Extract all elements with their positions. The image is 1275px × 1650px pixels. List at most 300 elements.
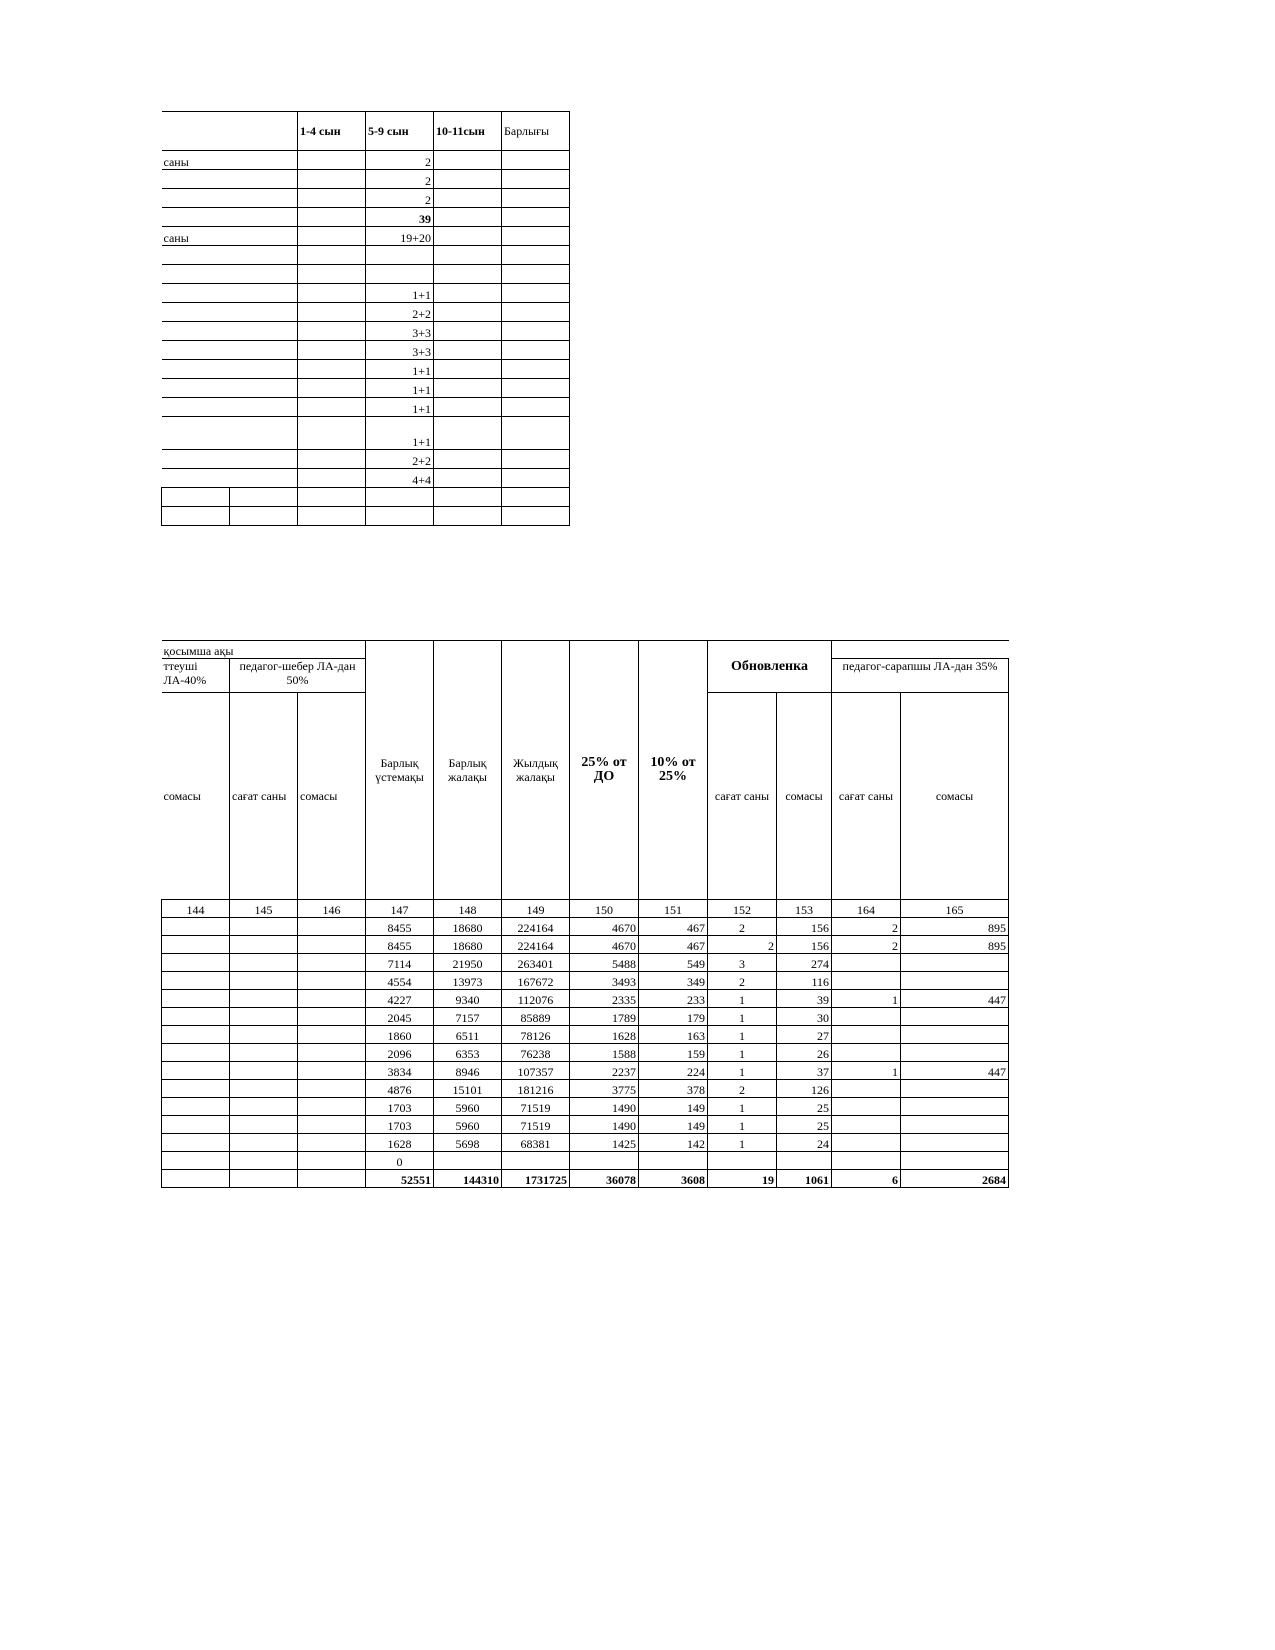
table-row bbox=[162, 1098, 1009, 1116]
pct10-cell: 159 bbox=[639, 1044, 708, 1062]
cell-total bbox=[502, 284, 570, 303]
renewal-sum-cell: 30 bbox=[777, 1008, 832, 1026]
empty-cell bbox=[162, 1026, 230, 1044]
row-label bbox=[162, 341, 298, 360]
expert-sum-cell: 895 bbox=[901, 918, 1009, 936]
total-bonus-cell: 2096 bbox=[366, 1044, 434, 1062]
empty-cell bbox=[230, 1062, 298, 1080]
annual-salary-cell: 167672 bbox=[502, 972, 570, 990]
total-bonus-cell: 1703 bbox=[366, 1116, 434, 1134]
table-row bbox=[162, 1134, 1009, 1152]
expert-sum-cell bbox=[901, 1080, 1009, 1098]
cell-grades-10-11 bbox=[434, 379, 502, 398]
empty-cell bbox=[162, 954, 230, 972]
pct25-cell: 3493 bbox=[570, 972, 639, 990]
total-salary-cell: 6511 bbox=[434, 1026, 502, 1044]
cell-grades-5-9 bbox=[366, 265, 434, 284]
pct10-cell bbox=[639, 1152, 708, 1170]
cell-grades-1-4 bbox=[298, 151, 366, 170]
expert-hours-cell bbox=[832, 1026, 901, 1044]
empty-cell bbox=[298, 972, 366, 990]
empty-cell bbox=[434, 507, 502, 526]
annual-salary-cell: 224164 bbox=[502, 936, 570, 954]
cell-grades-5-9: 2+2 bbox=[366, 450, 434, 469]
total-salary-cell: 13973 bbox=[434, 972, 502, 990]
pct25-cell: 1789 bbox=[570, 1008, 639, 1026]
cell-grades-10-11 bbox=[434, 398, 502, 417]
annual-salary-cell: 71519 bbox=[502, 1116, 570, 1134]
renewal-hours-cell: 1 bbox=[708, 1008, 777, 1026]
empty-cell bbox=[230, 1098, 298, 1116]
renewal-sum-cell: 274 bbox=[777, 954, 832, 972]
expert-hours-cell: 1 bbox=[832, 990, 901, 1008]
table-row bbox=[162, 972, 1009, 990]
renewal-hours-cell: 2 bbox=[708, 972, 777, 990]
pct25-cell: 4670 bbox=[570, 936, 639, 954]
empty-cell bbox=[230, 1116, 298, 1134]
empty-cell bbox=[298, 1098, 366, 1116]
renewal-sum-cell: 156 bbox=[777, 918, 832, 936]
empty-cell bbox=[298, 1152, 366, 1170]
cell-grades-10-11 bbox=[434, 360, 502, 379]
empty-cell bbox=[298, 918, 366, 936]
cell-grades-1-4 bbox=[298, 469, 366, 488]
expert-hours-cell: 1 bbox=[832, 1062, 901, 1080]
annual-salary-cell: 76238 bbox=[502, 1044, 570, 1062]
pct25-cell: 1425 bbox=[570, 1134, 639, 1152]
empty-cell bbox=[502, 488, 570, 507]
renewal-sum-cell: 26 bbox=[777, 1044, 832, 1062]
annual-salary-total: 1731725 bbox=[502, 1170, 570, 1188]
cell-total bbox=[502, 151, 570, 170]
total-bonus-cell: 0 bbox=[366, 1152, 434, 1170]
expert-sum-cell bbox=[901, 972, 1009, 990]
cell-grades-10-11 bbox=[434, 246, 502, 265]
empty-cell bbox=[298, 1044, 366, 1062]
pct25-cell: 1490 bbox=[570, 1116, 639, 1134]
renewal-sum-cell: 25 bbox=[777, 1116, 832, 1134]
cell-grades-5-9: 2 bbox=[366, 151, 434, 170]
renewal-hours-cell: 2 bbox=[708, 918, 777, 936]
empty-cell bbox=[162, 1080, 230, 1098]
row-label bbox=[162, 208, 298, 227]
table-row bbox=[162, 469, 570, 488]
row-label bbox=[162, 189, 298, 208]
annual-salary-cell: 263401 bbox=[502, 954, 570, 972]
empty-cell bbox=[298, 1008, 366, 1026]
cell-grades-10-11 bbox=[434, 151, 502, 170]
row-label bbox=[162, 170, 298, 189]
header-row-1 bbox=[162, 641, 1009, 659]
empty-cell bbox=[230, 1026, 298, 1044]
total-salary-cell: 5960 bbox=[434, 1098, 502, 1116]
cell-grades-5-9: 1+1 bbox=[366, 398, 434, 417]
renewal-sum-cell: 39 bbox=[777, 990, 832, 1008]
total-salary-cell: 8946 bbox=[434, 1062, 502, 1080]
column-number: 150 bbox=[570, 900, 639, 918]
pct10-cell: 142 bbox=[639, 1134, 708, 1152]
expert-hours-cell bbox=[832, 1116, 901, 1134]
column-number: 147 bbox=[366, 900, 434, 918]
cell-grades-5-9: 1+1 bbox=[366, 360, 434, 379]
master-sum-header: сомасы bbox=[298, 693, 366, 900]
researcher-header: ттеуші ЛА-40% bbox=[162, 659, 230, 693]
cell-grades-10-11 bbox=[434, 303, 502, 322]
column-number: 148 bbox=[434, 900, 502, 918]
renewal-sum-cell: 27 bbox=[777, 1026, 832, 1044]
pct25-cell: 1490 bbox=[570, 1098, 639, 1116]
empty-cell bbox=[230, 954, 298, 972]
table-row bbox=[162, 1026, 1009, 1044]
table-row bbox=[162, 417, 570, 450]
cell-total bbox=[502, 189, 570, 208]
renewal-sum-cell: 126 bbox=[777, 1080, 832, 1098]
pct25-cell bbox=[570, 1152, 639, 1170]
cell-total bbox=[502, 246, 570, 265]
pct10-cell: 467 bbox=[639, 936, 708, 954]
table-row bbox=[162, 151, 570, 170]
header-row bbox=[162, 112, 570, 151]
total-salary-cell: 5960 bbox=[434, 1116, 502, 1134]
empty-cell bbox=[366, 488, 434, 507]
total-salary-cell: 18680 bbox=[434, 936, 502, 954]
column-number: 146 bbox=[298, 900, 366, 918]
cell-grades-1-4 bbox=[298, 322, 366, 341]
expert-sum-cell: 447 bbox=[901, 990, 1009, 1008]
renewal-hours-cell: 1 bbox=[708, 1062, 777, 1080]
row-label bbox=[162, 265, 298, 284]
expert-sum-cell bbox=[901, 1008, 1009, 1026]
expert-sum-total: 2684 bbox=[901, 1170, 1009, 1188]
empty-cell bbox=[162, 1044, 230, 1062]
pct25-cell: 5488 bbox=[570, 954, 639, 972]
cell-grades-5-9 bbox=[366, 246, 434, 265]
row-label bbox=[162, 450, 298, 469]
annual-salary-cell bbox=[502, 1152, 570, 1170]
empty-cell bbox=[230, 1170, 298, 1188]
total-bonus-total: 52551 bbox=[366, 1170, 434, 1188]
pct25-cell: 3775 bbox=[570, 1080, 639, 1098]
empty-cell bbox=[230, 1008, 298, 1026]
total-salary-header: Барлық жалақы bbox=[434, 641, 502, 900]
total-salary-cell: 21950 bbox=[434, 954, 502, 972]
cell-grades-1-4 bbox=[298, 227, 366, 246]
header-grades-1-4: 1-4 сын bbox=[298, 112, 366, 151]
column-number-row bbox=[162, 900, 1009, 918]
cell-total bbox=[502, 170, 570, 189]
empty-cell bbox=[162, 936, 230, 954]
expert-header: педагог-сарапшы ЛА-дан 35% bbox=[832, 659, 1009, 693]
total-bonus-cell: 8455 bbox=[366, 918, 434, 936]
table-row bbox=[162, 208, 570, 227]
pct10-total: 3608 bbox=[639, 1170, 708, 1188]
pct10-cell: 179 bbox=[639, 1008, 708, 1026]
total-salary-cell: 9340 bbox=[434, 990, 502, 1008]
expert-hours-cell bbox=[832, 1152, 901, 1170]
renewal-hours-cell: 3 bbox=[708, 954, 777, 972]
cell-grades-1-4 bbox=[298, 189, 366, 208]
total-bonus-cell: 4554 bbox=[366, 972, 434, 990]
expert-sum-cell: 447 bbox=[901, 1062, 1009, 1080]
renewal-hours-cell: 1 bbox=[708, 990, 777, 1008]
annual-salary-cell: 224164 bbox=[502, 918, 570, 936]
renewal-header: Обновленка bbox=[708, 641, 832, 693]
table-row bbox=[162, 1152, 1009, 1170]
total-salary-cell: 15101 bbox=[434, 1080, 502, 1098]
header-total: Барлығы bbox=[502, 112, 570, 151]
total-bonus-cell: 4227 bbox=[366, 990, 434, 1008]
empty-cell bbox=[230, 1080, 298, 1098]
cell-grades-10-11 bbox=[434, 208, 502, 227]
cell-grades-10-11 bbox=[434, 284, 502, 303]
cell-grades-1-4 bbox=[298, 379, 366, 398]
cell-grades-1-4 bbox=[298, 417, 366, 450]
table-row bbox=[162, 1008, 1009, 1026]
cell-grades-5-9: 2 bbox=[366, 189, 434, 208]
empty-cell bbox=[366, 507, 434, 526]
cell-total bbox=[502, 303, 570, 322]
empty-row bbox=[162, 507, 570, 526]
table-row bbox=[162, 379, 570, 398]
table-row bbox=[162, 284, 570, 303]
expert-sum-cell bbox=[901, 1116, 1009, 1134]
table-row bbox=[162, 936, 1009, 954]
table-row bbox=[162, 246, 570, 265]
pct10-cell: 233 bbox=[639, 990, 708, 1008]
cell-grades-10-11 bbox=[434, 341, 502, 360]
table-row bbox=[162, 303, 570, 322]
column-number: 145 bbox=[230, 900, 298, 918]
row-label bbox=[162, 398, 298, 417]
renewal-sum-cell: 116 bbox=[777, 972, 832, 990]
cell-grades-10-11 bbox=[434, 450, 502, 469]
expert-hours-total: 6 bbox=[832, 1170, 901, 1188]
total-bonus-cell: 4876 bbox=[366, 1080, 434, 1098]
master-hours-header: сағат саны bbox=[230, 693, 298, 900]
empty-cell bbox=[298, 488, 366, 507]
cell-total bbox=[502, 227, 570, 246]
total-bonus-cell: 1860 bbox=[366, 1026, 434, 1044]
row-label bbox=[162, 469, 298, 488]
annual-salary-cell: 68381 bbox=[502, 1134, 570, 1152]
cell-grades-1-4 bbox=[298, 398, 366, 417]
empty-cell bbox=[298, 1116, 366, 1134]
annual-salary-cell: 78126 bbox=[502, 1026, 570, 1044]
empty-cell bbox=[162, 1152, 230, 1170]
expert-sum-cell bbox=[901, 1026, 1009, 1044]
cell-grades-10-11 bbox=[434, 469, 502, 488]
annual-salary-cell: 85889 bbox=[502, 1008, 570, 1026]
cell-total bbox=[502, 398, 570, 417]
empty-cell bbox=[162, 1170, 230, 1188]
annual-salary-cell: 181216 bbox=[502, 1080, 570, 1098]
table-row bbox=[162, 341, 570, 360]
cell-grades-10-11 bbox=[434, 189, 502, 208]
row-label bbox=[162, 284, 298, 303]
total-salary-total: 144310 bbox=[434, 1170, 502, 1188]
empty-cell bbox=[298, 1170, 366, 1188]
cell-grades-1-4 bbox=[298, 303, 366, 322]
expert-hours-cell: 2 bbox=[832, 918, 901, 936]
table-row bbox=[162, 265, 570, 284]
empty-cell bbox=[298, 954, 366, 972]
total-salary-cell: 5698 bbox=[434, 1134, 502, 1152]
cell-grades-1-4 bbox=[298, 265, 366, 284]
total-bonus-cell: 2045 bbox=[366, 1008, 434, 1026]
pct10-cell: 163 bbox=[639, 1026, 708, 1044]
cell-grades-5-9: 2 bbox=[366, 170, 434, 189]
cell-total bbox=[502, 208, 570, 227]
empty-cell bbox=[162, 972, 230, 990]
table-row bbox=[162, 918, 1009, 936]
empty-cell bbox=[230, 1134, 298, 1152]
empty-cell bbox=[230, 972, 298, 990]
pct10-cell: 149 bbox=[639, 1116, 708, 1134]
total-bonus-header: Барлық үстемақы bbox=[366, 641, 434, 900]
cell-grades-5-9: 3+3 bbox=[366, 341, 434, 360]
cell-total bbox=[502, 360, 570, 379]
cell-grades-1-4 bbox=[298, 170, 366, 189]
empty-cell bbox=[230, 1152, 298, 1170]
row-label bbox=[162, 360, 298, 379]
empty-cell bbox=[230, 936, 298, 954]
expert-hours-cell bbox=[832, 1134, 901, 1152]
annual-salary-header: Жылдық жалақы bbox=[502, 641, 570, 900]
total-bonus-cell: 3834 bbox=[366, 1062, 434, 1080]
renewal-sum-cell: 25 bbox=[777, 1098, 832, 1116]
pct10-cell: 349 bbox=[639, 972, 708, 990]
empty-cell bbox=[298, 1026, 366, 1044]
table-row bbox=[162, 1062, 1009, 1080]
cell-grades-1-4 bbox=[298, 360, 366, 379]
column-number: 164 bbox=[832, 900, 901, 918]
totals-row bbox=[162, 1170, 1009, 1188]
cell-grades-1-4 bbox=[298, 341, 366, 360]
empty-cell bbox=[230, 990, 298, 1008]
empty-cell bbox=[162, 1134, 230, 1152]
empty-cell bbox=[502, 507, 570, 526]
pct25-header: 25% от ДО bbox=[570, 641, 639, 900]
pct25-total: 36078 bbox=[570, 1170, 639, 1188]
cell-grades-10-11 bbox=[434, 265, 502, 284]
cell-grades-5-9: 1+1 bbox=[366, 417, 434, 450]
expert-sum-header: сомасы bbox=[901, 693, 1009, 900]
table-row bbox=[162, 1080, 1009, 1098]
empty-cell bbox=[230, 507, 298, 526]
total-salary-cell: 6353 bbox=[434, 1044, 502, 1062]
total-bonus-cell: 7114 bbox=[366, 954, 434, 972]
table-row bbox=[162, 170, 570, 189]
pct10-header: 10% от 25% bbox=[639, 641, 708, 900]
renewal-hours-cell bbox=[708, 1152, 777, 1170]
master-header: педагог-шебер ЛА-дан 50% bbox=[230, 659, 366, 693]
expert-sum-cell bbox=[901, 1098, 1009, 1116]
pct10-cell: 149 bbox=[639, 1098, 708, 1116]
header-grades-5-9: 5-9 сын bbox=[366, 112, 434, 151]
cell-total bbox=[502, 450, 570, 469]
pct10-cell: 467 bbox=[639, 918, 708, 936]
cell-grades-1-4 bbox=[298, 246, 366, 265]
row-label: саны bbox=[162, 227, 298, 246]
empty-cell bbox=[162, 1098, 230, 1116]
renewal-hours-cell: 1 bbox=[708, 1044, 777, 1062]
header-label bbox=[162, 112, 298, 151]
pct25-cell: 1588 bbox=[570, 1044, 639, 1062]
table-row bbox=[162, 1044, 1009, 1062]
expert-sum-cell bbox=[901, 954, 1009, 972]
cell-grades-10-11 bbox=[434, 322, 502, 341]
bonus-table bbox=[161, 640, 1009, 1188]
expert-top-cell bbox=[832, 641, 1009, 659]
expert-hours-cell bbox=[832, 1008, 901, 1026]
expert-hours-cell bbox=[832, 972, 901, 990]
expert-hours-cell: 2 bbox=[832, 936, 901, 954]
renewal-sum-cell bbox=[777, 1152, 832, 1170]
cell-grades-1-4 bbox=[298, 208, 366, 227]
cell-total bbox=[502, 265, 570, 284]
empty-row bbox=[162, 488, 570, 507]
researcher-sum-header: сомасы bbox=[162, 693, 230, 900]
cell-grades-5-9: 1+1 bbox=[366, 379, 434, 398]
cell-grades-10-11 bbox=[434, 417, 502, 450]
empty-cell bbox=[298, 936, 366, 954]
table-row bbox=[162, 954, 1009, 972]
cell-grades-5-9: 19+20 bbox=[366, 227, 434, 246]
cell-total bbox=[502, 341, 570, 360]
empty-cell bbox=[230, 488, 298, 507]
table-row bbox=[162, 227, 570, 246]
pct10-cell: 549 bbox=[639, 954, 708, 972]
table-row bbox=[162, 322, 570, 341]
expert-sum-cell: 895 bbox=[901, 936, 1009, 954]
class-hours-table bbox=[161, 111, 570, 526]
expert-hours-header: сағат саны bbox=[832, 693, 901, 900]
expert-hours-cell bbox=[832, 1080, 901, 1098]
total-bonus-cell: 1703 bbox=[366, 1098, 434, 1116]
column-number: 144 bbox=[162, 900, 230, 918]
renewal-sum-total: 1061 bbox=[777, 1170, 832, 1188]
empty-cell bbox=[298, 1062, 366, 1080]
pct10-cell: 378 bbox=[639, 1080, 708, 1098]
renewal-sum-cell: 156 bbox=[777, 936, 832, 954]
row-label bbox=[162, 303, 298, 322]
renewal-hours-cell: 2 bbox=[708, 936, 777, 954]
total-salary-cell bbox=[434, 1152, 502, 1170]
cell-grades-10-11 bbox=[434, 227, 502, 246]
renewal-sum-cell: 24 bbox=[777, 1134, 832, 1152]
total-salary-cell: 18680 bbox=[434, 918, 502, 936]
total-salary-cell: 7157 bbox=[434, 1008, 502, 1026]
empty-cell bbox=[162, 1062, 230, 1080]
cell-grades-5-9: 2+2 bbox=[366, 303, 434, 322]
row-label bbox=[162, 379, 298, 398]
cell-total bbox=[502, 379, 570, 398]
empty-cell bbox=[162, 990, 230, 1008]
renewal-hours-header: сағат саны bbox=[708, 693, 777, 900]
renewal-hours-cell: 1 bbox=[708, 1116, 777, 1134]
empty-cell bbox=[434, 488, 502, 507]
empty-cell bbox=[230, 1044, 298, 1062]
table-row bbox=[162, 360, 570, 379]
renewal-hours-total: 19 bbox=[708, 1170, 777, 1188]
cell-grades-5-9: 1+1 bbox=[366, 284, 434, 303]
column-number: 152 bbox=[708, 900, 777, 918]
expert-sum-cell bbox=[901, 1134, 1009, 1152]
column-number: 153 bbox=[777, 900, 832, 918]
renewal-sum-header: сомасы bbox=[777, 693, 832, 900]
renewal-hours-cell: 1 bbox=[708, 1098, 777, 1116]
cell-total bbox=[502, 417, 570, 450]
